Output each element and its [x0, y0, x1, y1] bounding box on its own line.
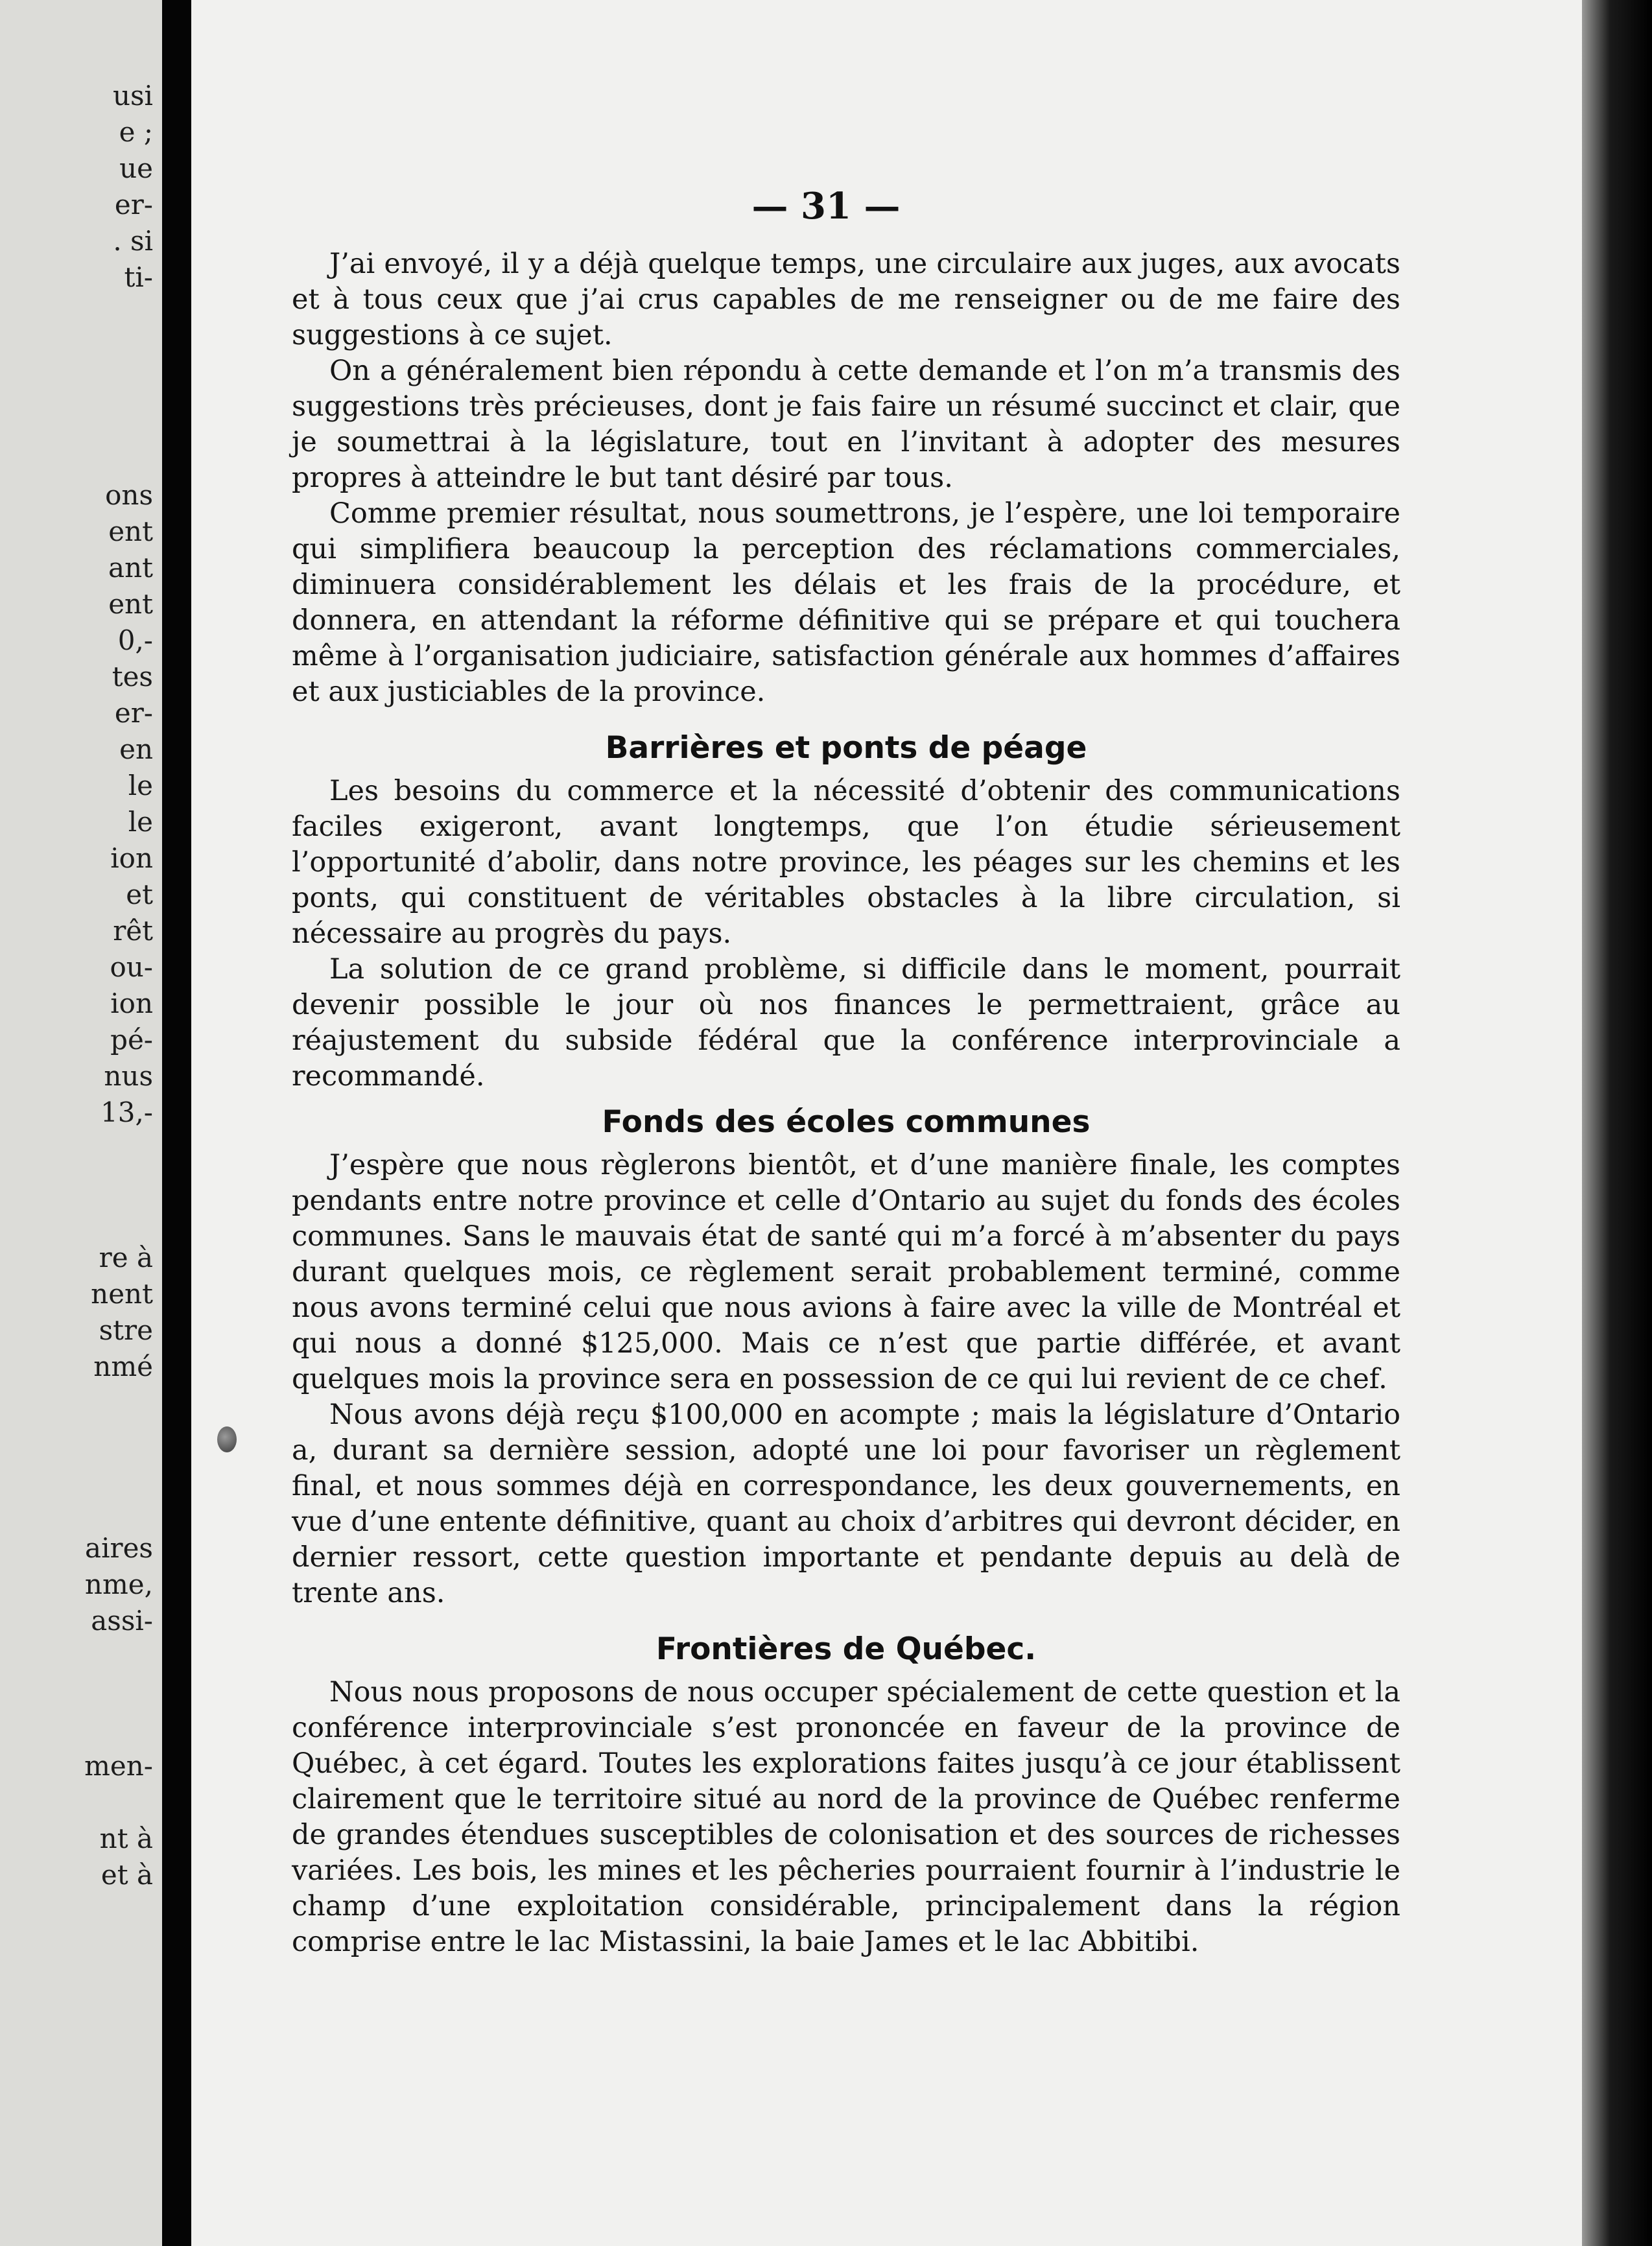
- fragment: [0, 1167, 153, 1203]
- fragment: en: [119, 733, 153, 765]
- section-justice: [292, 246, 1400, 710]
- fragment: 13,-: [100, 1096, 153, 1128]
- section-frontieres: [292, 1631, 1400, 1960]
- fragment: [0, 441, 153, 477]
- fragment: [0, 1131, 153, 1167]
- fragment: le: [128, 806, 153, 838]
- page-body: [292, 246, 1400, 1960]
- fragment: [0, 1421, 153, 1458]
- fragment: [0, 1639, 153, 1675]
- paragraph: Les besoins du commerce et la nécessité d’obtenir des communications faciles exigeront, avant longtemps, que l’on étudie sérieusement l’opportunité d’abolir, dans notre province, les péages sur les chemins et les ponts, qui constituent de véritables obstacles à la libre circulation, si nécessaire au progrès du pays.: [292, 775, 1400, 950]
- fragment: nent: [91, 1278, 153, 1310]
- section-heading: Barrières et ponts de péage: [605, 730, 1087, 766]
- fragment: 0,-: [117, 624, 153, 656]
- fragment: nmé: [93, 1351, 153, 1382]
- fragment: stre: [99, 1314, 153, 1346]
- fragment: et à: [100, 1859, 153, 1891]
- section-barrieres: [292, 729, 1400, 1094]
- fragment: [0, 1385, 153, 1421]
- fragment: [0, 1458, 153, 1494]
- fragment: [0, 1784, 153, 1821]
- fragment: ue: [119, 152, 153, 184]
- paragraph: Nous nous proposons de nous occuper spécialement de cette question et la conférence interprovinciale s’est prononcée en faveur de la province de Québec, à cet égard. Toutes les explorations faites jusqu’à ce jour établissent clairement que le territoire situé au nord de la province de Québec renferme de grandes étendues susceptibles de colonisation et des sources de richesses variées. Les bois, les mines et les pêcheries pourraient fournir à l’industrie le champ d’une exploitation considérable, principalement dans la région comprise entre le lac Mistassini, la baie James et le lac Abbitibi.: [292, 1676, 1400, 1958]
- fragment: re à: [99, 1242, 153, 1273]
- facing-page-text-fragments: [0, 78, 162, 1893]
- paragraph: La solution de ce grand problème, si difficile dans le moment, pourrait devenir possible le jour où nos finances le permettraient, grâce au réajustement du subside fédéral que la conférence interprovinciale a recommandé.: [292, 953, 1400, 1093]
- fragment: [0, 1675, 153, 1712]
- fragment: [0, 296, 153, 332]
- fragment: ons: [105, 479, 153, 511]
- fragment: ent: [108, 588, 153, 620]
- fragment: le: [128, 770, 153, 801]
- paragraph: J’espère que nous règlerons bientôt, et d’une manière finale, les comptes pendants entre notre province et celle d’Ontario au sujet du fonds des écoles communes. Sans le mauvais état de santé qui m’a forcé à m’absenter du pays durant quelques mois, ce règlement serait probablement terminé, comme nous avons terminé celui que nous avions à faire avec la ville de Montréal et qui nous a donné $125,000. Mais ce n’est que partie différée, et avant quelques mois la province sera en possession de ce qui lui revient de ce chef.: [292, 1149, 1400, 1395]
- fragment: nus: [104, 1060, 153, 1092]
- paragraph: J’ai envoyé, il y a déjà quelque temps, une circulaire aux juges, aux avocats et à tous ceux que j’ai crus capables de me renseigner ou de me faire des suggestions à ce sujet.: [292, 248, 1400, 351]
- fragment: [0, 332, 153, 368]
- fragment: ant: [108, 552, 153, 584]
- fragment: nme,: [84, 1568, 153, 1600]
- page-number: — 31 —: [751, 185, 901, 228]
- fragment: [0, 1712, 153, 1748]
- fragment: tes: [112, 661, 153, 692]
- section-fonds-ecoles: [292, 1104, 1400, 1611]
- fragment: ti-: [124, 261, 153, 293]
- fragment: [0, 368, 153, 405]
- paragraph: On a généralement bien répondu à cette demande et l’on m’a transmis des suggestions très précieuses, dont je fais faire un résumé succinct et clair, que je soumettrai à la législature, tout en l’invitant à adopter des mesures propres à atteindre le but tant désiré par tous.: [292, 355, 1400, 494]
- fragment: ion: [110, 987, 153, 1019]
- book-gutter: [162, 0, 191, 2246]
- paragraph: Comme premier résultat, nous soumettrons, je l’espère, une loi temporaire qui simplifiera beaucoup la perception des réclamations commerciales, diminuera considérablement les délais et les frais de la procédure, et donnera, en attendant la réforme définitive qui se prépare et qui touchera même à l’organisation judiciaire, satisfaction générale aux hommes d’affaires et aux justiciables de la province.: [292, 497, 1400, 708]
- fragment: rêt: [113, 915, 153, 947]
- fragment: er-: [114, 189, 153, 220]
- fragment: [0, 1494, 153, 1530]
- facing-page-edge: [0, 0, 162, 2246]
- fragment: men-: [84, 1750, 153, 1782]
- fragment: [0, 405, 153, 441]
- fragment: ou-: [110, 951, 153, 983]
- fragment: et: [126, 879, 153, 910]
- fragment: ent: [108, 515, 153, 547]
- fragment: . si: [113, 225, 153, 257]
- page-edge-shadow: [1582, 0, 1652, 2246]
- section-heading: Fonds des écoles communes: [602, 1104, 1091, 1140]
- fragment: aires: [85, 1532, 153, 1564]
- fragment: ion: [110, 842, 153, 874]
- fragment: e ;: [119, 116, 153, 148]
- fragment: nt à: [99, 1823, 153, 1854]
- fragment: assi-: [91, 1605, 153, 1637]
- section-heading: Frontières de Québec.: [655, 1631, 1037, 1667]
- fragment: [0, 1203, 153, 1240]
- fragment: er-: [114, 697, 153, 729]
- fragment: pé-: [110, 1024, 153, 1056]
- fragment: usi: [112, 80, 153, 112]
- paragraph: Nous avons déjà reçu $100,000 en acompte ; mais la législature d’Ontario a, durant sa dernière session, adopté une loi pour favoriser un règlement final, et nous sommes déjà en correspondance, les deux gouvernements, en vue d’une entente définitive, quant au choix d’arbitres qui devront décider, en dernier ressort, cette question importante et pendante depuis au delà de trente ans.: [292, 1399, 1400, 1609]
- ink-blot-icon: [217, 1426, 237, 1452]
